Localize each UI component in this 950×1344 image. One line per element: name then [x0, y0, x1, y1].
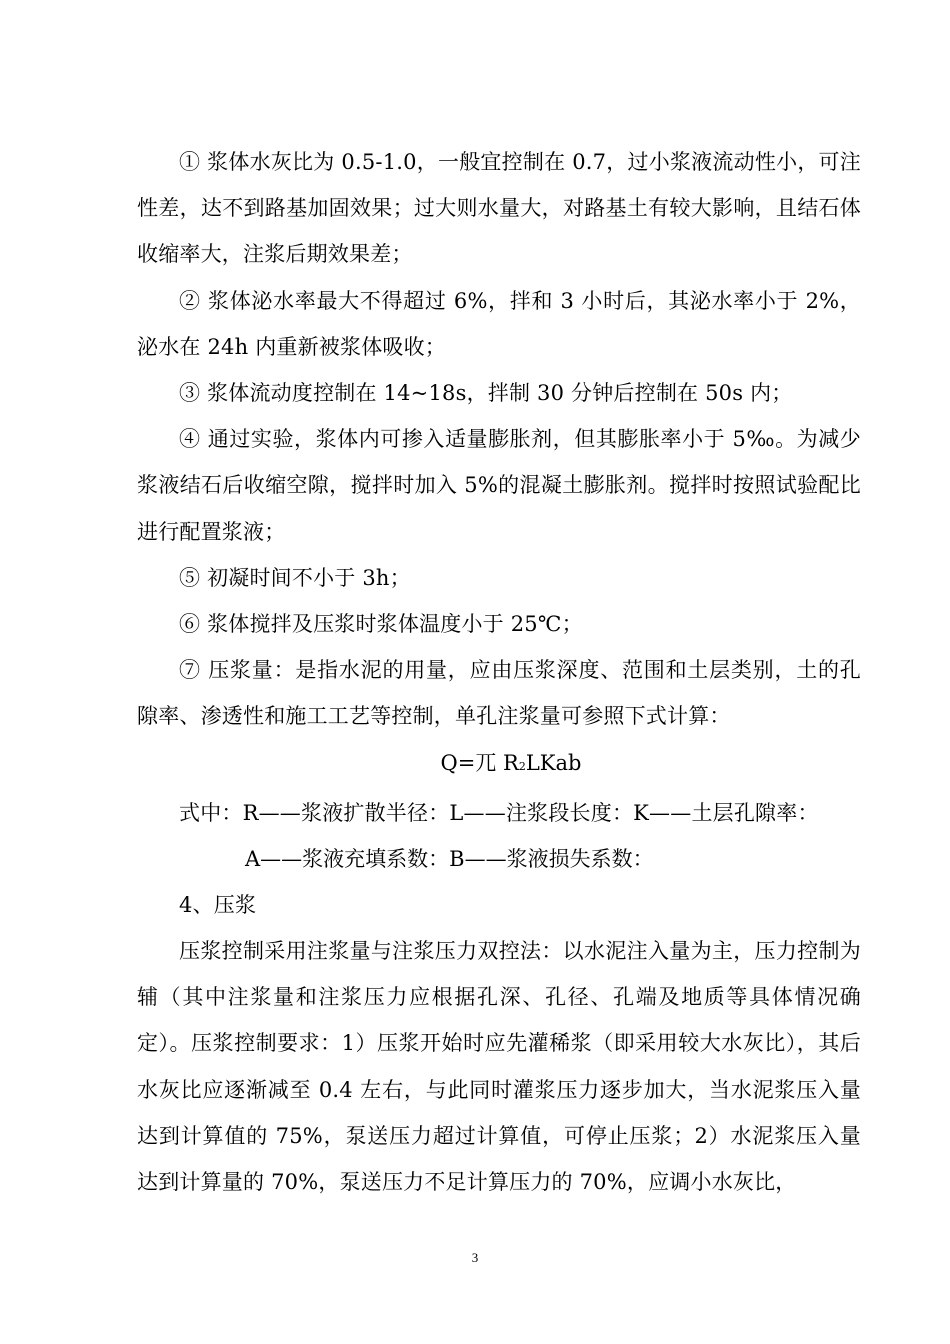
paragraph-item-4: ④ 通过实验，浆体内可掺入适量膨胀剂，但其膨胀率小于 5‰。为减少浆液结石后收缩空隙，搅拌时加入 5%的混凝土膨胀剂。搅拌时按照试验配比进行配置浆液；	[137, 427, 861, 544]
paragraph-item-2: ② 浆体泌水率最大不得超过 6%，拌和 3 小时后，其泌水率小于 2%，泌水在 24h 内重新被浆体吸收；	[137, 288, 861, 359]
paragraph-item-1: ① 浆体水灰比为 0.5-1.0，一般宜控制在 0.7，过小浆液流动性小，可注性差，达不到路基加固效果；过大则水量大，对路基土有较大影响，且结石体收缩率大，注浆后期效果差；	[137, 150, 861, 267]
formula-suffix: LKab	[525, 750, 582, 775]
formula-superscript: 2	[518, 759, 526, 773]
page-number: 3	[471, 1250, 479, 1265]
page-content	[137, 139, 861, 1205]
paragraph-item-7: ⑦ 压浆量：是指水泥的用量，应由压浆深度、范围和土层类别，土的孔隙率、渗透性和施工工艺等控制，单孔注浆量可参照下式计算：	[137, 658, 861, 729]
paragraph-item-5: ⑤ 初凝时间不小于 3h；	[179, 565, 411, 590]
formula-legend-line-2: A——浆液充填系数：B——浆液损失系数：	[245, 846, 654, 871]
paragraph-item-6: ⑥ 浆体搅拌及压浆时浆体温度小于 25℃；	[179, 612, 583, 637]
paragraph-item-3: ③ 浆体流动度控制在 14~18s，拌制 30 分钟后控制在 50s 内；	[179, 381, 793, 406]
grouting-volume-formula	[137, 740, 861, 790]
formula-legend-line-1: 式中：R——浆液扩散半径：L——注浆段长度：K——土层孔隙率：	[179, 800, 819, 825]
section-heading: 4、压浆	[179, 892, 257, 917]
formula-prefix: Q=兀 R	[440, 750, 519, 775]
paragraph-grouting-control: 压浆控制采用注浆量与注浆压力双控法：以水泥注入量为主，压力控制为辅（其中注浆量和注浆压力应根据孔深、孔径、孔端及地质等具体情况确定）。压浆控制要求：1）压浆开始时应先灌稀浆（即采用较大水灰比），其后水灰比应逐渐减至 0.4 左右，与此同时灌浆压力逐步加大，当水泥浆压入量达到计算值的 75%，泵送压力超过计算值，可停止压浆；2）水泥浆压入量达到计算量的 70%，泵送压力不足计算压力的 70%，应调小水灰比，	[137, 939, 861, 1195]
